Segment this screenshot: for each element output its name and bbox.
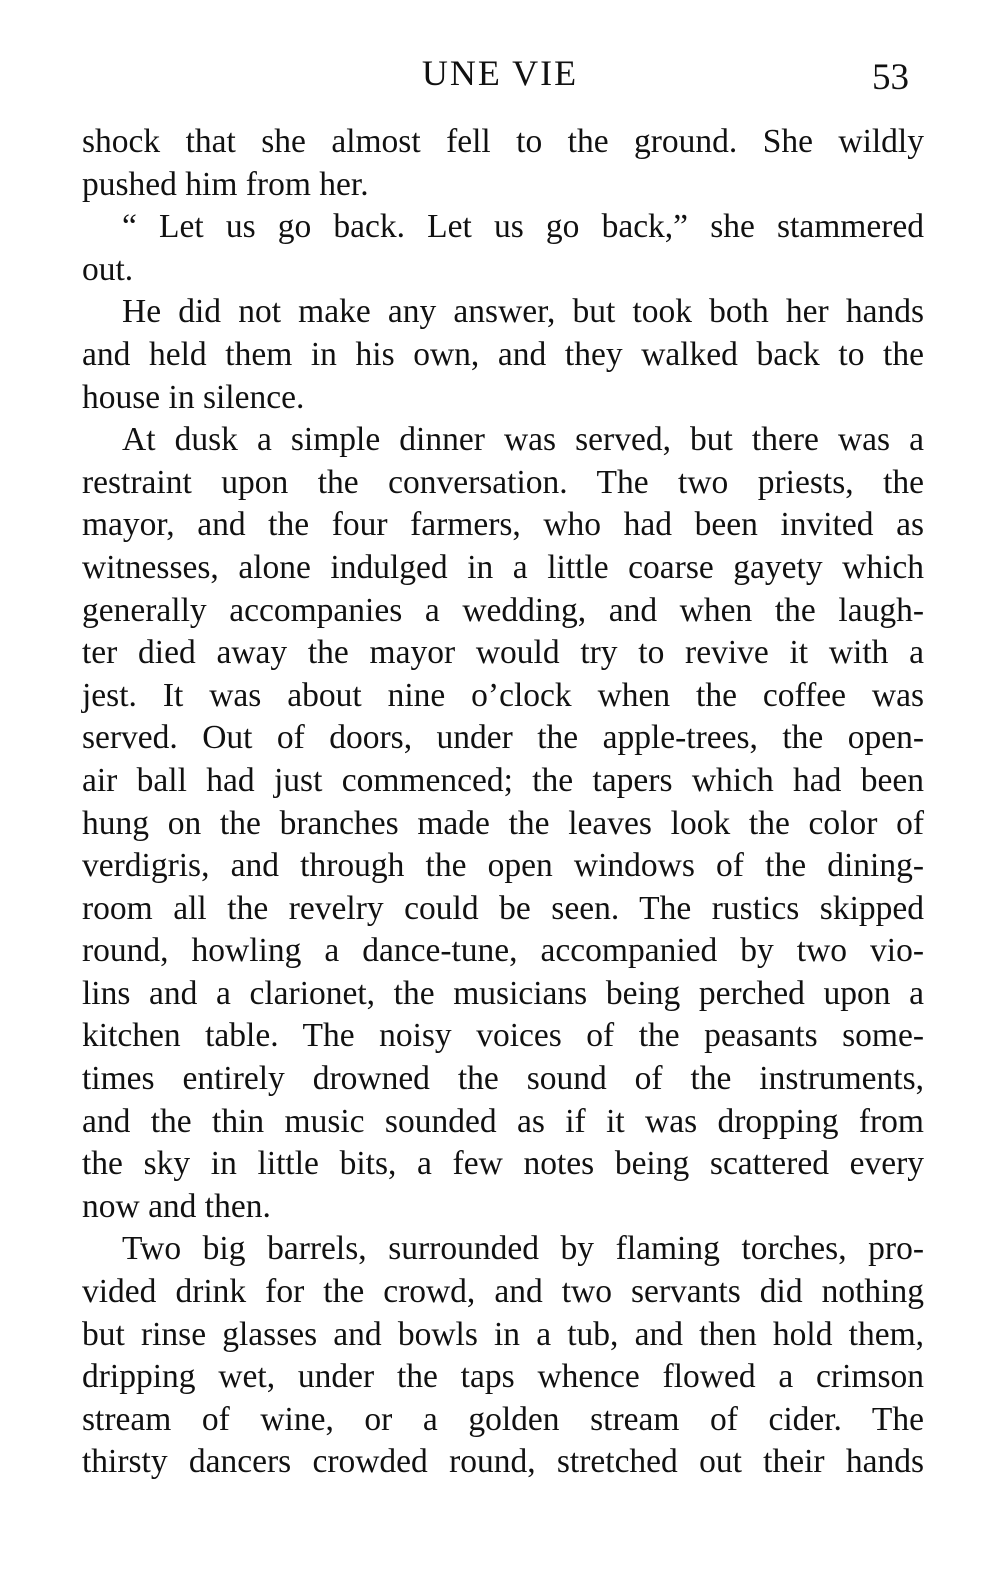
text-line: “ Let us go back. Let us go back,” she stammered: [122, 208, 924, 246]
text-line: pushed him from her.: [82, 165, 369, 203]
text-line: now and then.: [82, 1187, 271, 1225]
text-line: jest. It was about nine o’clock when the coffee was: [82, 676, 924, 714]
text-line: room all the revelry could be seen. The rustics skipped: [82, 889, 924, 927]
body-text: [82, 121, 924, 1484]
text-line: dripping wet, under the taps whence flowed a crimson: [82, 1358, 924, 1396]
text-line: house in silence.: [82, 378, 305, 416]
text-line: ter died away the mayor would try to revive it with a: [82, 634, 924, 672]
text-line: round, howling a dance-tune, accompanied by two vio-: [82, 932, 924, 970]
text-line: shock that she almost fell to the ground. She wildly: [82, 123, 924, 160]
text-line: out.: [82, 250, 134, 288]
text-line: the sky in little bits, a few notes being scattered every: [82, 1145, 924, 1183]
text-line: mayor, and the four farmers, who had been invited as: [82, 506, 924, 544]
text-line: witnesses, alone indulged in a little coarse gayety which: [82, 548, 924, 586]
text-line: kitchen table. The noisy voices of the peasants some-: [82, 1017, 924, 1055]
text-line: lins and a clarionet, the musicians being perched upon a: [82, 974, 924, 1012]
text-line: He did not make any answer, but took both her hands: [122, 293, 924, 331]
text-line: verdigris, and through the open windows of the dining-: [82, 847, 924, 885]
text-line: generally accompanies a wedding, and when the laugh-: [82, 591, 924, 629]
text-line: but rinse glasses and bowls in a tub, and then hold them,: [82, 1315, 924, 1353]
text-line: and the thin music sounded as if it was dropping from: [82, 1102, 924, 1140]
text-line: At dusk a simple dinner was served, but there was a: [122, 421, 924, 459]
page-number: 53: [872, 57, 909, 98]
text-line: vided drink for the crowd, and two servants did nothing: [82, 1273, 924, 1311]
text-line: hung on the branches made the leaves look the color of: [82, 804, 924, 842]
running-title: UNE VIE: [421, 53, 579, 93]
text-line: and held them in his own, and they walked back to the: [82, 335, 924, 373]
text-line: thirsty dancers crowded round, stretched out their hands: [82, 1443, 924, 1481]
text-line: Two big barrels, surrounded by flaming torches, pro-: [122, 1230, 924, 1268]
text-line: times entirely drowned the sound of the instruments,: [82, 1060, 924, 1098]
text-line: restraint upon the conversation. The two priests, the: [82, 463, 924, 501]
text-line: stream of wine, or a golden stream of cider. The: [82, 1400, 924, 1438]
text-line: air ball had just commenced; the tapers which had been: [82, 761, 924, 799]
text-line: served. Out of doors, under the apple-trees, the open-: [82, 719, 924, 757]
